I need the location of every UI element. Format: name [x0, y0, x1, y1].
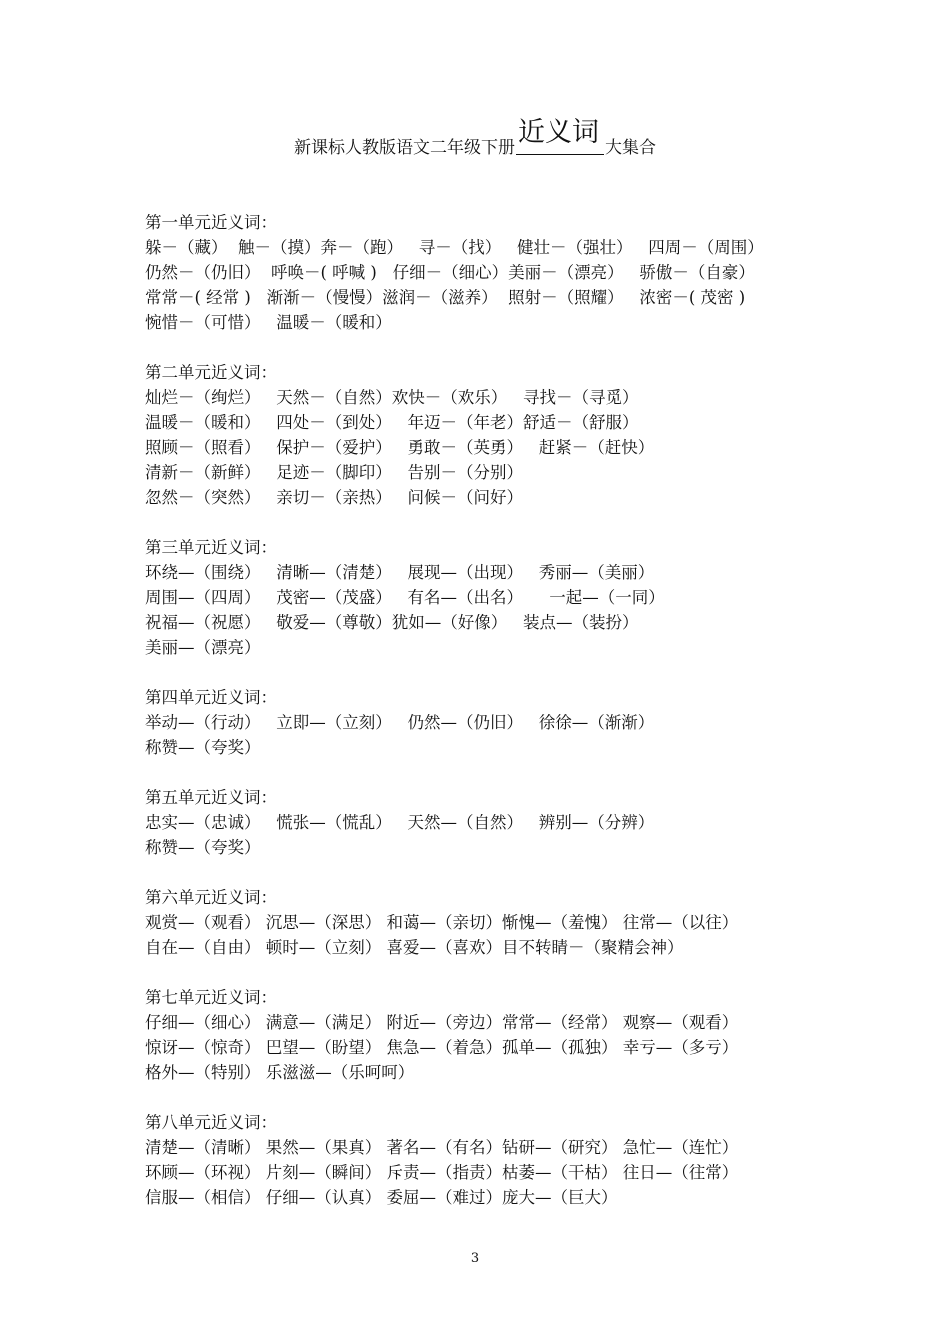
synonym-line: 常常－( 经常 ) 渐渐－（慢慢）滋润－（滋养） 照射－（照耀） 浓密－( 茂密 ): [145, 288, 746, 307]
synonym-line: 温暖－（暖和） 四处－（到处） 年迈－（年老）舒适－（舒服）: [145, 413, 639, 432]
synonym-line: 称赞—（夸奖）: [145, 738, 261, 757]
unit-section: [145, 210, 885, 335]
synonym-line: 忽然－（突然） 亲切－（亲热） 问候－（问好）: [145, 488, 523, 507]
synonym-line: 美丽—（漂亮）: [145, 638, 261, 657]
unit-section: [145, 535, 885, 660]
unit-heading: 第二单元近义词：: [145, 363, 277, 382]
synonym-line: 环顾—（环视） 片刻—（瞬间） 斥责—（指责）枯萎—（干枯） 往日—（往常）: [145, 1163, 739, 1182]
document-title: [0, 117, 950, 158]
synonym-line: 仍然－（仍旧） 呼唤－( 呼喊 ) 仔细－（细心）美丽－（漂亮） 骄傲－（自豪）: [145, 263, 755, 282]
title-prefix: 新课标人教版语文二年级下册: [294, 138, 515, 158]
synonym-line: 观赏—（观看） 沉思—（深思） 和蔼—（亲切）惭愧—（羞愧） 往常—（以往）: [145, 913, 739, 932]
synonym-line: 照顾－（照看） 保护－（爱护） 勇敢－（英勇） 赶紧－（赶快）: [145, 438, 655, 457]
unit-section: [145, 360, 885, 510]
synonym-line: 惊讶—（惊奇） 巴望—（盼望） 焦急—（着急）孤单—（孤独） 幸亏—（多亏）: [145, 1038, 739, 1057]
unit-section: [145, 885, 885, 960]
synonym-line: 自在—（自由） 顿时—（立刻） 喜爱—（喜欢）目不转睛－（聚精会神）: [145, 938, 684, 957]
synonym-line: 惋惜－（可惜） 温暖－（暖和）: [145, 313, 392, 332]
synonym-line: 举动—（行动） 立即—（立刻） 仍然—（仍旧） 徐徐—（渐渐）: [145, 713, 655, 732]
unit-section: [145, 685, 885, 760]
synonym-line: 祝福—（祝愿） 敬爱—（尊敬）犹如—（好像） 装点—（装扮）: [145, 613, 639, 632]
synonym-line: 忠实—（忠诚） 慌张—（慌乱） 天然—（自然） 辨别—（分辨）: [145, 813, 655, 832]
unit-heading: 第六单元近义词：: [145, 888, 277, 907]
synonym-line: 仔细—（细心） 满意—（满足） 附近—（旁边）常常—（经常） 观察—（观看）: [145, 1013, 739, 1032]
unit-heading: 第四单元近义词：: [145, 688, 277, 707]
title-blank: [516, 117, 604, 155]
title-blank-word: 近义词: [518, 117, 599, 148]
synonym-line: 信服—（相信） 仔细—（认真） 委屈—（难过）庞大—（巨大）: [145, 1188, 618, 1207]
synonym-line: 清楚—（清晰） 果然—（果真） 著名—（有名）钻研—（研究） 急忙—（连忙）: [145, 1138, 739, 1157]
unit-list: [145, 210, 885, 1235]
synonym-line: 清新－（新鲜） 足迹－（脚印） 告别－（分别）: [145, 463, 523, 482]
unit-section: [145, 985, 885, 1085]
synonym-line: 躲－（藏） 触－（摸）奔－（跑） 寻－（找） 健壮－（强壮） 四周－（周围）: [145, 238, 764, 257]
unit-heading: 第三单元近义词：: [145, 538, 277, 557]
unit-section: [145, 785, 885, 860]
synonym-line: 格外—（特别） 乐滋滋—（乐呵呵）: [145, 1063, 415, 1082]
synonym-line: 周围—（四周） 茂密—（茂盛） 有名—（出名） 一起—（一同）: [145, 588, 665, 607]
unit-heading: 第一单元近义词：: [145, 213, 277, 232]
unit-section: [145, 1110, 885, 1210]
unit-heading: 第七单元近义词：: [145, 988, 277, 1007]
synonym-line: 称赞—（夸奖）: [145, 838, 261, 857]
page-number: 3: [470, 1251, 480, 1266]
synonym-line: 环绕—（围绕） 清晰—（清楚） 展现—（出现） 秀丽—（美丽）: [145, 563, 655, 582]
title-suffix: 大集合: [605, 138, 656, 158]
unit-heading: 第八单元近义词：: [145, 1113, 277, 1132]
synonym-line: 灿烂－（绚烂） 天然－（自然）欢快－（欢乐） 寻找－（寻觅）: [145, 388, 639, 407]
unit-heading: 第五单元近义词：: [145, 788, 277, 807]
